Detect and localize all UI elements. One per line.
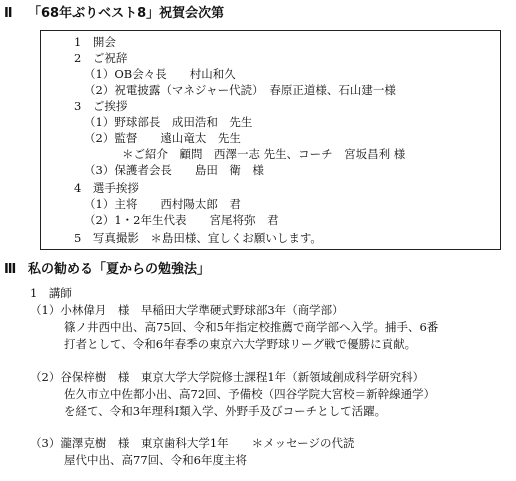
lecturer-1-header: （1）小林偉月 様 早稲田大学準硬式野球部3年（商学部） [30, 303, 344, 317]
program-subitem-introduction: ＊ご紹介 顧問 西澤一志 先生、コーチ 宮坂昌利 様 [122, 147, 406, 161]
program-subitem-captain: （1）主将 西村陽太郎 君 [84, 197, 241, 211]
lecturer-1-body-line: 打者として、令和6年春季の東京六大学野球リーグ戦で優勝に貢献。 [64, 337, 417, 351]
program-subitem-manager: （2）監督 遠山竜太 先生 [84, 131, 241, 145]
section-3-heading [4, 262, 210, 278]
lecturer-1-body-line: 篠ノ井西中出、高75回、令和5年指定校推薦で商学部へ入学。捕手、6番 [64, 320, 439, 334]
program-subitem-ob-president: （1）OB会々長 村山和久 [84, 67, 236, 81]
lecturer-3-header: （3）瀧澤克樹 様 東京歯科大学1年 ＊メッセージの代読 [30, 436, 355, 450]
section-3-title: 私の勧める「夏からの勉強法」 [28, 262, 211, 277]
lecturer-3-body-line: 屋代中出、高77回、令和6年度主将 [64, 453, 247, 467]
program-subitem-parents-chair: （3）保護者会長 島田 衛 様 [84, 163, 264, 177]
lecturer-2-header: （2）谷保梓樹 様 東京大学大学院修士課程1年（新領域創成科学研究科） [30, 370, 425, 384]
program-subitem-club-director: （1）野球部長 成田浩和 先生 [84, 115, 253, 129]
program-item-opening: 1 開会 [74, 35, 116, 49]
section-2-title: 「68年ぶりベスト8」祝賀会次第 [28, 6, 225, 21]
program-subitem-underclass-rep: （2）1・2年生代表 宮尾将弥 君 [84, 213, 279, 227]
program-item-greetings: 3 ご挨拶 [74, 99, 128, 113]
program-subitem-telegrams: （2）祝電披露（マネジャー代読） 春原正道様、石山建一様 [84, 83, 396, 97]
program-item-congratulatory-address: 2 ご祝辞 [74, 51, 128, 65]
lecturers-subheading: 1 講師 [30, 286, 72, 300]
lecturer-2-body-line: 佐久市立中佐都小出、高72回、予備校（四谷学院大宮校＝新幹線通学） [64, 387, 436, 401]
section-2-number: Ⅱ [4, 6, 13, 21]
program-item-photo: 5 写真撮影 ＊島田様、宜しくお願いします。 [74, 231, 322, 245]
program-item-player-greetings: 4 選手挨拶 [74, 181, 139, 195]
section-2-heading [4, 6, 224, 22]
lecturer-2-body-line: を経て、令和3年理科Ⅰ類入学、外野手及びコーチとして活躍。 [64, 404, 387, 418]
section-3-number: Ⅲ [4, 262, 17, 277]
